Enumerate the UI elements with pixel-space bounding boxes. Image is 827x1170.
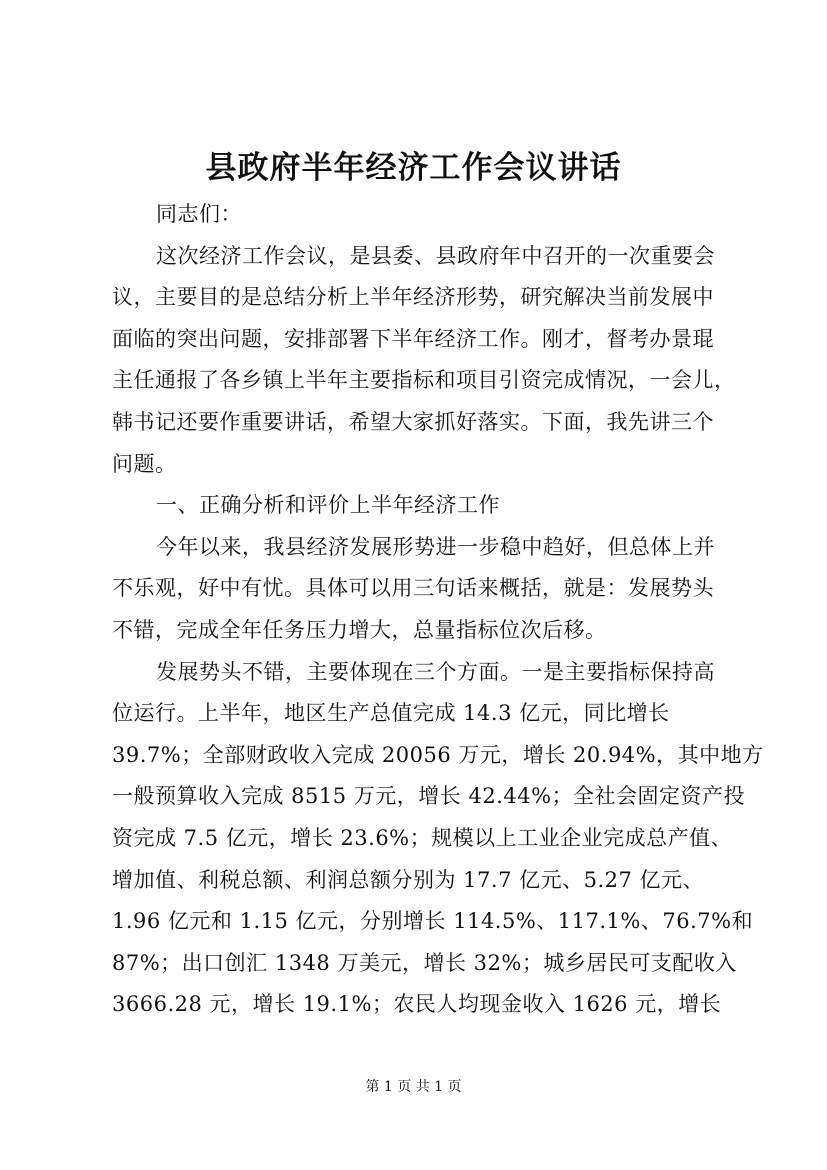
body-line: 增加值、利税总额、利润总额分别为 17.7 亿元、5.27 亿元、 [112, 867, 705, 892]
body-line: 今年以来，我县经济发展形势进一步稳中趋好，但总体上并 [156, 534, 715, 559]
body-line: 3666.28 元，增长 19.1%；农民人均现金收入 1626 元，增长 [112, 992, 722, 1017]
document-title: 县政府半年经济工作会议讲话 [205, 150, 622, 186]
section-heading: 一、正确分析和评价上半年经济工作 [156, 493, 500, 518]
body-line: 面临的突出问题，安排部署下半年经济工作。刚才，督考办景琨 [112, 326, 714, 351]
body-line: 发展势头不错，主要体现在三个方面。一是主要指标保持高 [156, 659, 715, 684]
body-line: 主任通报了各乡镇上半年主要指标和项目引资完成情况，一会儿， [112, 368, 736, 393]
body-line: 不乐观，好中有忧。具体可以用三句话来概括，就是：发展势头 [112, 576, 714, 601]
document-body [112, 194, 764, 1026]
body-line: 问题。 [112, 451, 177, 476]
body-line: 一般预算收入完成 8515 万元，增长 42.44%；全社会固定资产投 [112, 784, 746, 809]
body-line: 位运行。上半年，地区生产总值完成 14.3 亿元，同比增长 [112, 701, 670, 726]
body-line: 资完成 7.5 亿元，增长 23.6%；规模以上工业企业完成总产值、 [112, 825, 733, 850]
body-line: 这次经济工作会议，是县委、县政府年中召开的一次重要会 [156, 243, 715, 268]
body-line: 韩书记还要作重要讲话，希望大家抓好落实。下面，我先讲三个 [112, 409, 714, 434]
body-line: 87%；出口创汇 1348 万美元，增长 32%；城乡居民可支配收入 [112, 950, 737, 975]
salutation-line: 同志们： [156, 202, 242, 226]
body-line: 39.7%；全部财政收入完成 20056 万元，增长 20.94%，其中地方 [112, 742, 764, 767]
body-line: 不错，完成全年任务压力增大，总量指标位次后移。 [112, 617, 607, 642]
body-line: 1.96 亿元和 1.15 亿元，分别增长 114.5%、117.1%、76.7%和 [112, 909, 754, 934]
body-line: 议，主要目的是总结分析上半年经济形势，研究解决当前发展中 [112, 285, 714, 310]
page-footer: 第 1 页 共 1 页 [365, 1079, 462, 1095]
